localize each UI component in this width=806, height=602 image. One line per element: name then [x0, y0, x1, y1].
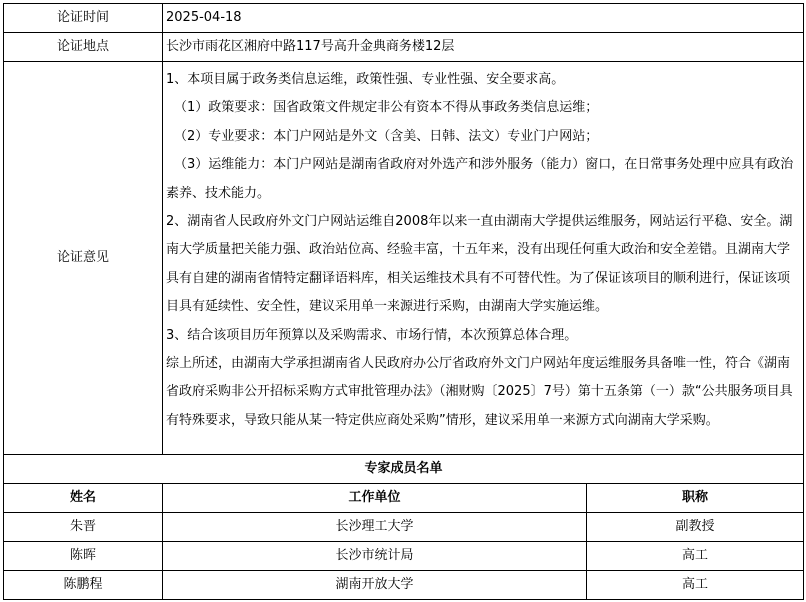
demonstration-record-table: [3, 3, 804, 600]
table-row: [4, 513, 804, 542]
table-row: [4, 571, 804, 600]
expert-title: 副教授: [587, 513, 804, 542]
experts-header-row: [4, 484, 804, 513]
opinion-paragraph: 3、结合该项目历年预算以及采购需求、市场行情，本次预算总体合理。: [166, 327, 578, 343]
expert-name: 陈晖: [4, 542, 163, 571]
table-row: [4, 542, 804, 571]
opinion-paragraph: 综上所述，由湖南大学承担湖南省人民政府办公厅省政府外文门户网站年度运维服务具备唯一性，符合《湖南省政府采购非公开招标采购方式审批管理办法》（湘财购〔2025〕7号）第十五条第（一）款“公共服务项目具有特殊要求，导致只能从某一特定供应商处采购”情形，建议采用单一来源方式向湖南大学采购。: [166, 356, 793, 428]
expert-name: 朱晋: [4, 513, 163, 542]
opinion-paragraph: （1）政策要求：国省政策文件规定非公有资本不得从事政务类信息运维；: [174, 100, 599, 116]
opinion-paragraph: （3）运维能力：本门户网站是湖南省政府对外选产和涉外服务（能力）窗口，在日常事务处理中应具有政治素养、技术能力。: [166, 157, 794, 201]
experts-title-row: [4, 455, 804, 484]
time-row: [4, 4, 804, 33]
header-name: 姓名: [4, 484, 163, 513]
expert-name: 陈鹏程: [4, 571, 163, 600]
expert-employer: 长沙市统计局: [163, 542, 587, 571]
time-value: 2025-04-18: [163, 4, 804, 33]
opinion-paragraph: 1、本项目属于政务类信息运维，政策性强、专业性强、安全要求高。: [166, 72, 565, 87]
experts-title: 专家成员名单: [4, 455, 804, 484]
location-label: 论证地点: [4, 33, 163, 62]
header-title: 职称: [587, 484, 804, 513]
location-value: 长沙市雨花区湘府中路117号高升金典商务楼12层: [163, 33, 804, 62]
expert-title: 高工: [587, 571, 804, 600]
time-label: 论证时间: [4, 4, 163, 33]
opinion-paragraph: （2）专业要求：本门户网站是外文（含美、日韩、法文）专业门户网站；: [174, 128, 599, 144]
opinion-paragraph: 2、湖南省人民政府外文门户网站运维自2008年以来一直由湖南大学提供运维服务，网站运行平稳、安全。湖南大学质量把关能力强、政治站位高、经验丰富，十五年来，没有出现任何重大政治和安全差错。且湖南大学具有自建的湖南省情特定翻译语料库，相关运维技术具有不可替代性。为了保证该项目的顺利进行，保证该项目具有延续性、安全性，建议采用单一来源进行采购，由湖南大学实施运维。: [166, 214, 793, 315]
opinion-body: [163, 62, 804, 455]
expert-title: 高工: [587, 542, 804, 571]
location-row: [4, 33, 804, 62]
opinion-row: [4, 62, 804, 455]
expert-employer: 长沙理工大学: [163, 513, 587, 542]
opinion-label: 论证意见: [4, 62, 163, 455]
header-employer: 工作单位: [163, 484, 587, 513]
expert-employer: 湖南开放大学: [163, 571, 587, 600]
